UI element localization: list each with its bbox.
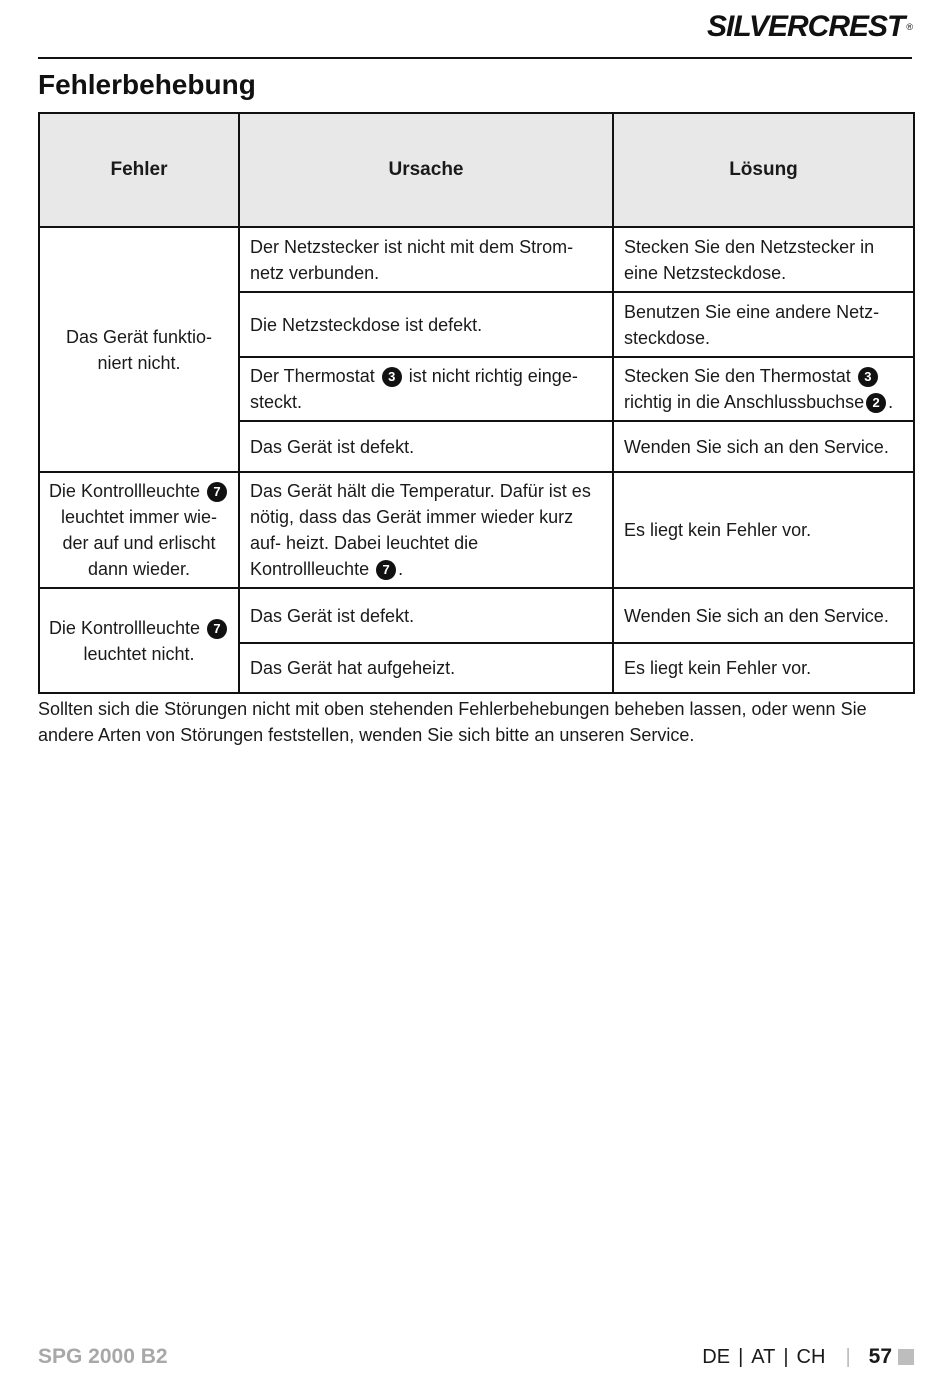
table-header-row — [39, 113, 914, 227]
brand-logo-text: SILVERCREST — [706, 10, 905, 43]
brand-logo — [707, 10, 912, 44]
header-rule — [38, 57, 912, 59]
fehler-cell — [39, 588, 239, 693]
ursache-text: Das Gerät hält die Temperatur. Dafür ist es nötig, dass das Gerät immer wieder kurz auf- heizt. Dabei leuchtet die Kontrollleuchte — [250, 481, 591, 579]
page-title: Fehlerbehebung — [38, 69, 256, 100]
divider: | — [845, 1346, 851, 1368]
country-ch: CH — [796, 1346, 826, 1368]
loesung-text: . — [888, 392, 894, 412]
ursache-cell — [239, 357, 613, 421]
ursache-text: . — [398, 559, 404, 579]
ursache-text: ist nicht richtig einge- steckt. — [250, 366, 578, 412]
part-number-7-icon: 7 — [376, 560, 396, 580]
ursache-cell: Das Gerät hat aufgeheizt. — [239, 643, 613, 693]
footer-model: SPG 2000 B2 — [38, 1345, 168, 1368]
fehler-text: Die Kontrollleuchte — [48, 481, 201, 501]
table-row — [39, 472, 914, 588]
footer-page-info — [702, 1343, 914, 1371]
ursache-cell: Das Gerät ist defekt. — [239, 421, 613, 472]
fehler-text: Die Kontrollleuchte — [48, 617, 201, 638]
ursache-cell: Das Gerät ist defekt. — [239, 588, 613, 643]
ursache-cell: Die Netzsteckdose ist defekt. — [239, 292, 613, 357]
fehler-cell: Das Gerät funktio- niert nicht. — [39, 227, 239, 472]
fehler-cell — [39, 472, 239, 588]
divider: | — [783, 1346, 789, 1368]
loesung-cell: Stecken Sie den Netzstecker in eine Netzsteckdose. — [613, 227, 914, 292]
divider: | — [738, 1346, 744, 1368]
loesung-cell: Wenden Sie sich an den Service. — [613, 421, 914, 472]
loesung-cell: Es liegt kein Fehler vor. — [613, 643, 914, 693]
troubleshooting-table — [38, 112, 915, 694]
loesung-text: richtig in die Anschlussbuchse — [624, 392, 865, 412]
page-number: 57 — [868, 1345, 892, 1368]
country-de: DE — [702, 1346, 731, 1368]
page-marker-icon — [898, 1349, 914, 1365]
table-row — [39, 227, 914, 292]
part-number-7-icon: 7 — [207, 619, 227, 639]
loesung-cell: Wenden Sie sich an den Service. — [613, 588, 914, 643]
table-row — [39, 588, 914, 643]
header-fehler: Fehler — [39, 113, 239, 227]
loesung-cell: Es liegt kein Fehler vor. — [613, 472, 914, 588]
part-number-3-icon: 3 — [858, 367, 878, 387]
loesung-cell: Benutzen Sie eine andere Netz- steckdose. — [613, 292, 914, 357]
fehler-text: leuchtet nicht. — [83, 643, 195, 664]
ursache-cell: Der Netzstecker ist nicht mit dem Strom- netz verbunden. — [239, 227, 613, 292]
part-number-3-icon: 3 — [382, 367, 402, 387]
header-loesung: Lösung — [613, 113, 914, 227]
loesung-text: Stecken Sie den Thermostat — [624, 366, 851, 386]
fehler-text: leuchtet immer wie- der auf und erlischt dann wieder. — [60, 507, 218, 579]
country-at: AT — [751, 1346, 776, 1368]
ursache-cell — [239, 472, 613, 588]
part-number-2-icon: 2 — [866, 393, 886, 413]
header-ursache: Ursache — [239, 113, 613, 227]
registered-mark: ® — [906, 22, 912, 32]
loesung-cell — [613, 357, 914, 421]
service-note: Sollten sich die Störungen nicht mit oben stehenden Fehlerbehebungen beheben lassen, oder wenn Sie andere Arten von Störungen feststellen, wenden Sie sich bitte an unseren Service. — [38, 699, 867, 745]
part-number-7-icon: 7 — [207, 482, 227, 502]
ursache-text: Der Thermostat — [250, 366, 375, 386]
